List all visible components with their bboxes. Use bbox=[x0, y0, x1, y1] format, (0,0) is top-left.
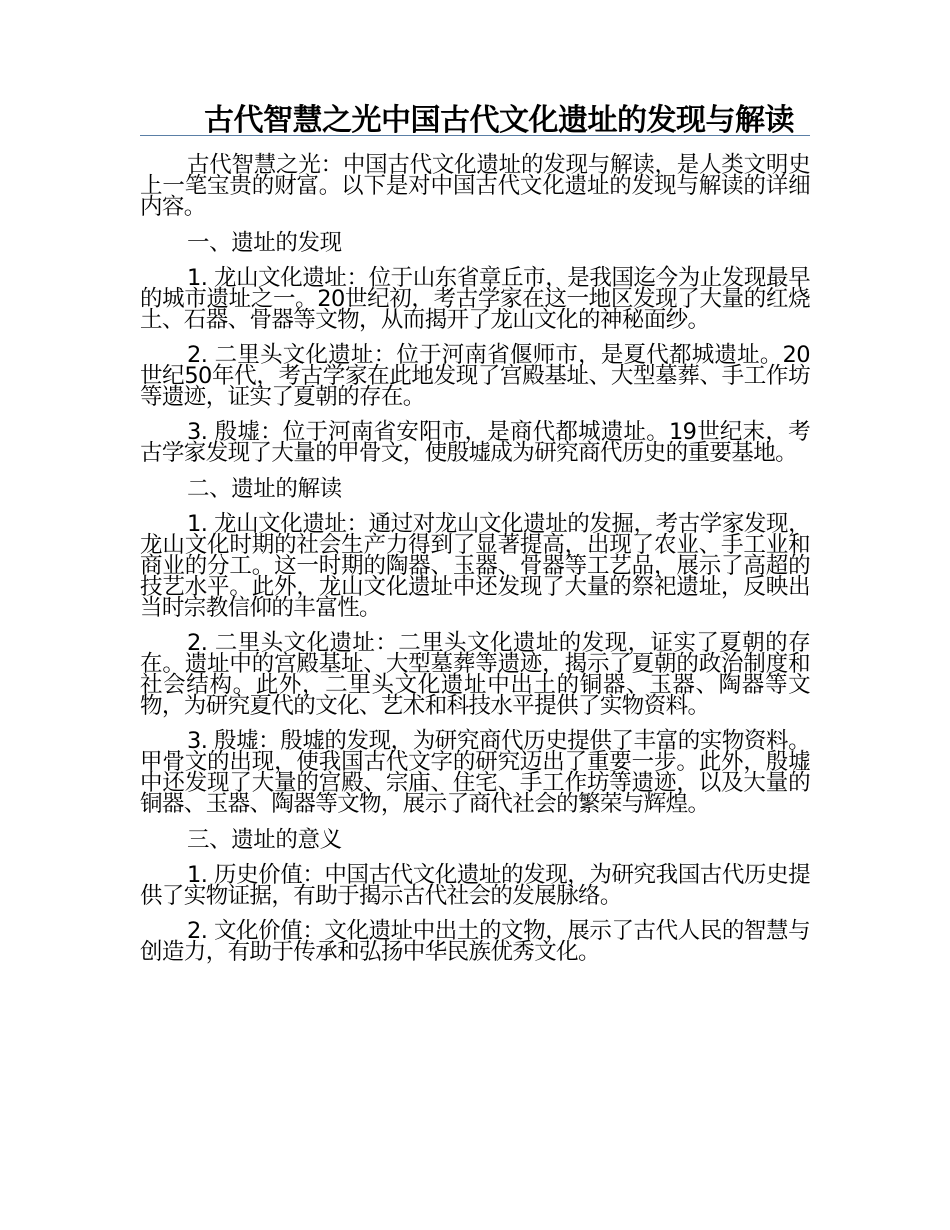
list-item: 1. 历史价值：中国古代文化遗址的发现，为研究我国古代历史提供了实物证据，有助于揭示古代社会的发展脉络。 bbox=[140, 862, 810, 909]
section-heading-discovery: 一、遗址的发现 bbox=[187, 230, 342, 256]
list-item: 2. 二里头文化遗址：二里头文化遗址的发现，证实了夏朝的存在。遗址中的宫殿基址、大型墓葬等遗迹，揭示了夏朝的政治制度和社会结构。此外，二里头文化遗址中出土的铜器、玉器、陶器等文物，为研究夏代的文化、艺术和科技水平提供了实物资料。 bbox=[140, 630, 810, 719]
intro-paragraph: 古代智慧之光：中国古代文化遗址的发现与解读，是人类文明史上一笔宝贵的财富。以下是对中国古代文化遗址的发现与解读的详细内容。 bbox=[140, 152, 810, 220]
section-heading-interpretation: 二、遗址的解读 bbox=[187, 476, 342, 502]
list-item: 2. 二里头文化遗址：位于河南省偃师市，是夏代都城遗址。20世纪50年代，考古学家在此地发现了宫殿基址、大型墓葬、手工作坊等遗迹，证实了夏朝的存在。 bbox=[140, 342, 810, 410]
section-heading-significance: 三、遗址的意义 bbox=[187, 827, 342, 853]
list-item: 1. 龙山文化遗址：通过对龙山文化遗址的发掘，考古学家发现，龙山文化时期的社会生产力得到了显著提高，出现了农业、手工业和商业的分工。这一时期的陶器、玉器、骨器等工艺品，展示了高超的技艺水平。此外，龙山文化遗址中还发现了大量的祭祀遗址，反映出当时宗教信仰的丰富性。 bbox=[140, 511, 810, 621]
list-item: 3. 殷墟：位于河南省安阳市，是商代都城遗址。19世纪末，考古学家发现了大量的甲骨文，使殷墟成为研究商代历史的重要基地。 bbox=[140, 419, 810, 466]
list-item: 3. 殷墟：殷墟的发现，为研究商代历史提供了丰富的实物资料。甲骨文的出现，使我国古代文字的研究迈出了重要一步。此外，殷墟中还发现了大量的宫殿、宗庙、住宅、手工作坊等遗迹，以及大量的铜器、玉器、陶器等文物，展示了商代社会的繁荣与辉煌。 bbox=[140, 728, 810, 817]
document-title: 古代智慧之光中国古代文化遗址的发现与解读 bbox=[204, 103, 794, 138]
list-item: 1. 龙山文化遗址：位于山东省章丘市，是我国迄今为止发现最早的城市遗址之一。20世纪初，考古学家在这一地区发现了大量的红烧土、石器、骨器等文物，从而揭开了龙山文化的神秘面纱。 bbox=[140, 265, 810, 333]
list-item: 2. 文化价值：文化遗址中出土的文物，展示了古代人民的智慧与创造力，有助于传承和弘扬中华民族优秀文化。 bbox=[140, 918, 810, 965]
document-page bbox=[140, 103, 810, 977]
